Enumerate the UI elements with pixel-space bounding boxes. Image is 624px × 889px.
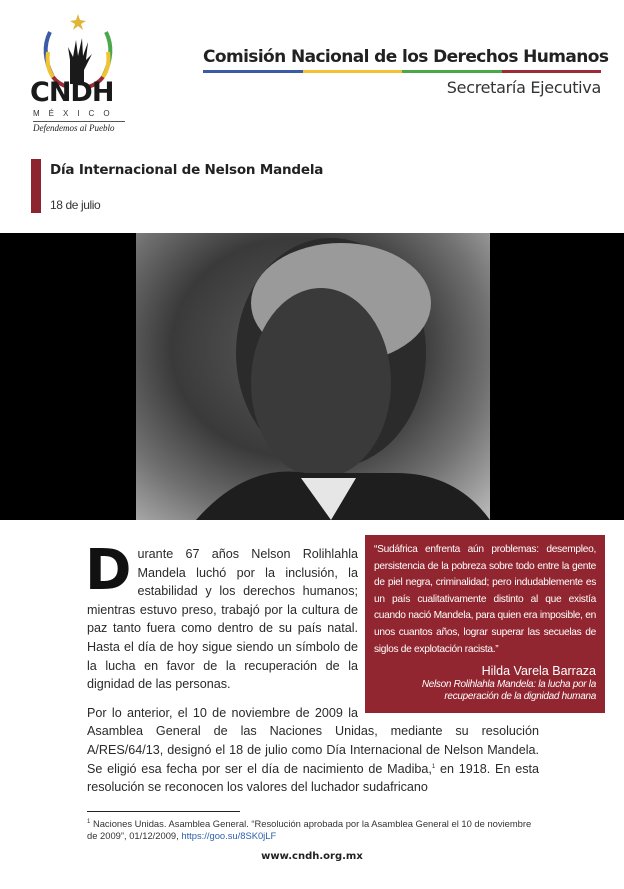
article-body bbox=[87, 535, 605, 842]
footnote-number: 1 bbox=[87, 818, 91, 825]
paragraph-resolution bbox=[87, 704, 539, 797]
footnote bbox=[87, 818, 542, 842]
department-name: Secretaría Ejecutiva bbox=[446, 78, 601, 97]
logo-motto: Defendemos al Pueblo bbox=[33, 121, 125, 134]
color-stripe bbox=[203, 70, 601, 73]
footnote-link[interactable]: https://goo.su/8SK0jLF bbox=[181, 829, 277, 841]
cndh-logo-emblem bbox=[28, 12, 128, 137]
footnote-ref[interactable]: 1 bbox=[431, 763, 436, 770]
drop-cap: D bbox=[85, 538, 132, 603]
mandela-portrait-photo bbox=[136, 233, 490, 520]
paragraph-2-start: Por lo anterior, el 10 de noviembre de 2009 la Asamblea General de las Naciones Unidas, bbox=[87, 705, 378, 739]
title-accent-bar bbox=[31, 159, 41, 213]
paragraph-1-text: urante 67 años Nelson Rolihlahla Mandela luchó por la inclusión, la estabilidad y los derechos humanos; mientras estuvo preso, trabajó por la cultura de paz tanto fuera como dentro de su país natal. Hasta el día de hoy sigue siendo un símbolo de la lucha en favor de la recuperación de la dignidad de las personas. bbox=[87, 547, 358, 692]
quote-text: “Sudáfrica enfrenta aún problemas: desempleo, persistencia de la pobreza sobre todo entre la gente de piel negra, criminalidad; pero indudablemente es un país cualitativamente distinto al que existía cuando nació Mandela, para quien era imposible, en unos cuantos años, lograr superar las secuelas de siglos de explotación racista.” bbox=[374, 544, 596, 655]
quote-author: Hilda Varela Barraza bbox=[481, 664, 596, 679]
footnote-divider bbox=[87, 811, 240, 812]
article-title: Día Internacional de Nelson Mandela bbox=[50, 162, 324, 178]
logo-text: CNDH bbox=[30, 77, 114, 108]
footnote-text: Naciones Unidas. Asamblea General. “Resolución aprobada por la Asamblea General el 10 de noviembre de 2009”, 01/12/2009, bbox=[87, 817, 532, 841]
quote-source: Nelson Rolihlahla Mandela: la lucha por la recuperación de la dignidad humana bbox=[421, 679, 596, 703]
paragraph-2-end: en 1918. En esta resolución se reconocen los valores del luchador sudafricano bbox=[87, 761, 540, 795]
organization-name: Comisión Nacional de los Derechos Humanos bbox=[203, 47, 609, 67]
logo-country: MÉXICO bbox=[33, 109, 119, 118]
paragraph-2-middle: mediante su resolución A/RES/64/13, designó el 18 de julio como Día Internacional de Nelson Mandela. Se eligió esa fecha por ser el día de nacimiento de Madiba, bbox=[87, 724, 539, 776]
footer-website[interactable]: www.cndh.org.mx bbox=[261, 851, 363, 862]
article-date: 18 de julio bbox=[50, 198, 101, 212]
pull-quote-box bbox=[365, 535, 605, 713]
